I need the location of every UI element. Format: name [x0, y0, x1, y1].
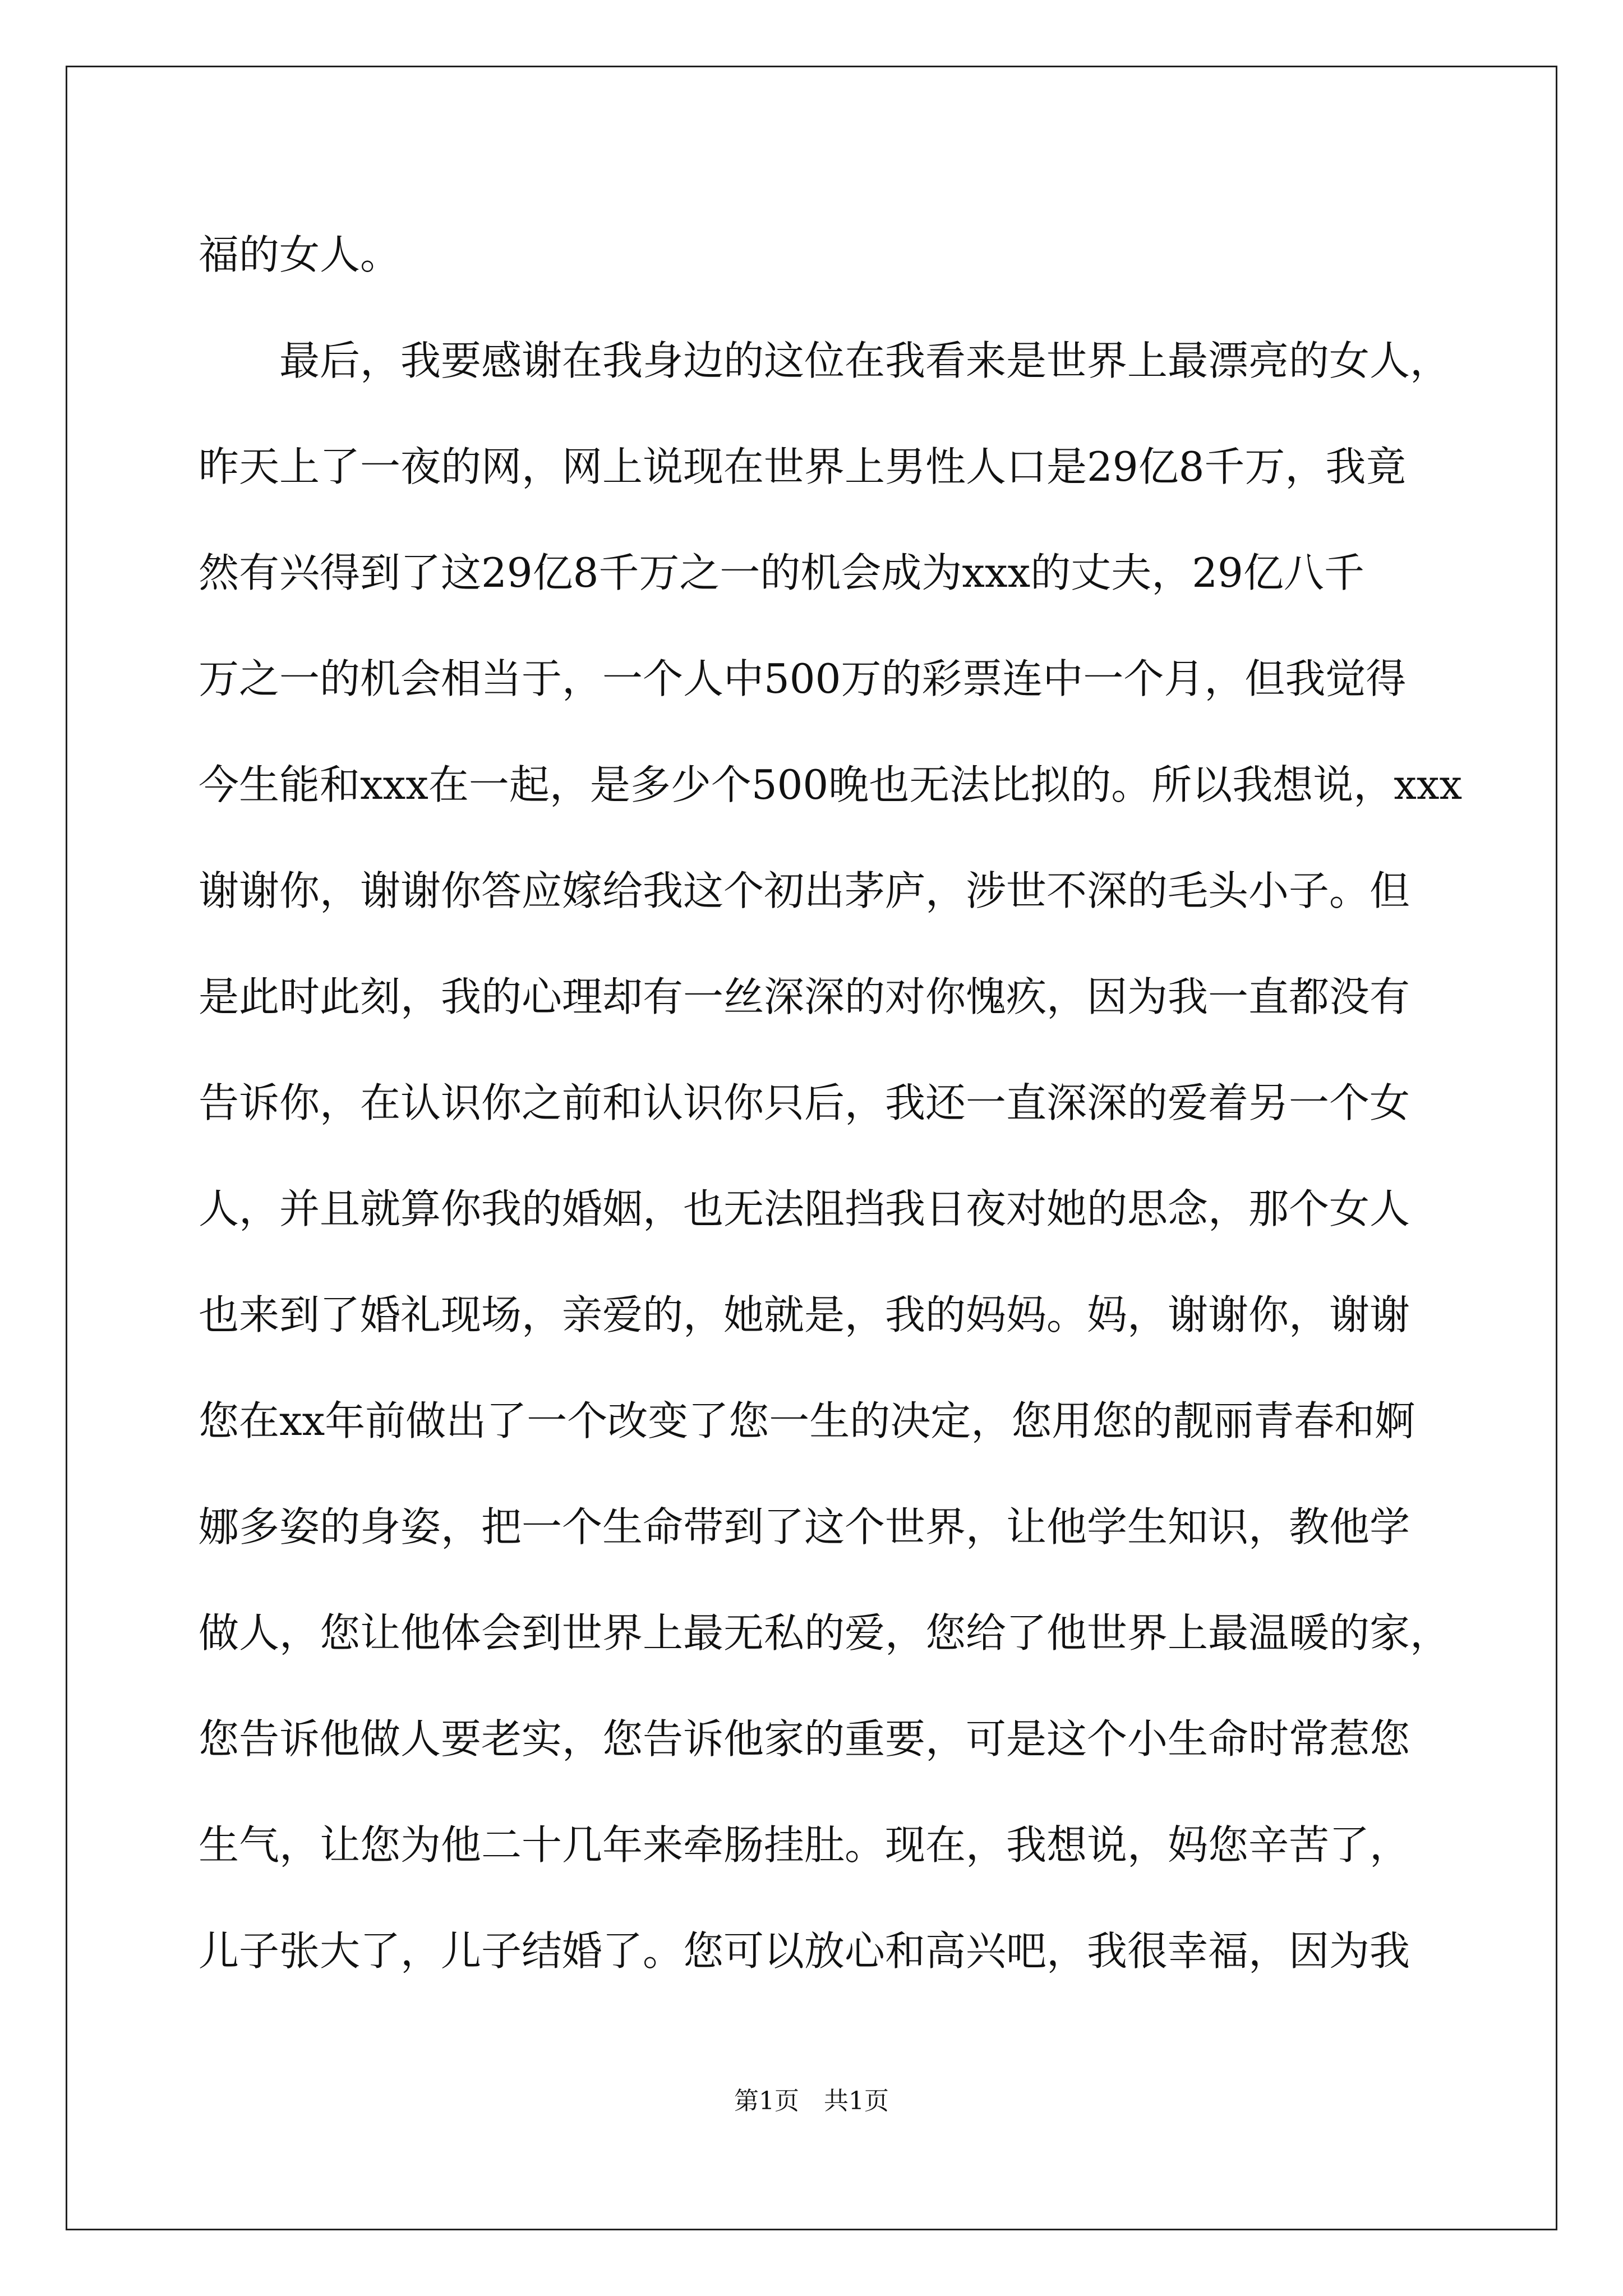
text-line: 也来到了婚礼现场，亲爱的，她就是，我的妈妈。妈，谢谢你，谢谢 — [199, 1291, 1410, 1338]
text-line: 生气，让您为他二十几年来牵肠挂肚。现在，我想说，妈您辛苦了， — [199, 1821, 1410, 1869]
page-number-current: 第1页 — [734, 2087, 799, 2115]
text-line: 昨天上了一夜的网，网上说现在世界上男性人口是29亿8千万，我竟 — [199, 443, 1407, 490]
document-body — [199, 202, 1463, 2004]
text-line: 谢谢你，谢谢你答应嫁给我这个初出茅庐，涉世不深的毛头小子。但 — [199, 867, 1410, 914]
text-line: 然有兴得到了这29亿8千万之一的机会成为xxx的丈夫，29亿八千 — [199, 549, 1364, 596]
text-line: 儿子张大了，儿子结婚了。您可以放心和高兴吧，我很幸福，因为我 — [199, 1927, 1410, 1975]
text-line: 人，并且就算你我的婚姻，也无法阻挡我日夜对她的思念，那个女人 — [199, 1185, 1410, 1232]
text-line: 今生能和xxx在一起，是多少个500晚也无法比拟的。所以我想说，xxx — [199, 761, 1463, 808]
text-line: 最后，我要感谢在我身边的这位在我看来是世界上最漂亮的女人， — [199, 337, 1451, 384]
page-number-total: 共1页 — [824, 2087, 889, 2115]
text-line: 娜多姿的身姿，把一个生命带到了这个世界，让他学生知识，教他学 — [199, 1503, 1410, 1550]
text-line: 是此时此刻，我的心理却有一丝深深的对你愧疚，因为我一直都没有 — [199, 973, 1410, 1020]
text-line: 万之一的机会相当于，一个人中500万的彩票连中一个月，但我觉得 — [199, 655, 1407, 702]
text-line: 您告诉他做人要老实，您告诉他家的重要，可是这个小生命时常惹您 — [199, 1715, 1410, 1763]
text-line: 您在xx年前做出了一个改变了您一生的决定，您用您的靓丽青春和婀 — [199, 1397, 1415, 1444]
text-line: 福的女人。 — [199, 231, 401, 278]
text-line: 告诉你，在认识你之前和认识你只后，我还一直深深的爱着另一个女 — [199, 1079, 1410, 1126]
page-footer — [0, 2085, 1623, 2118]
text-line: 做人，您让他体会到世界上最无私的爱，您给了他世界上最温暖的家， — [199, 1609, 1451, 1657]
